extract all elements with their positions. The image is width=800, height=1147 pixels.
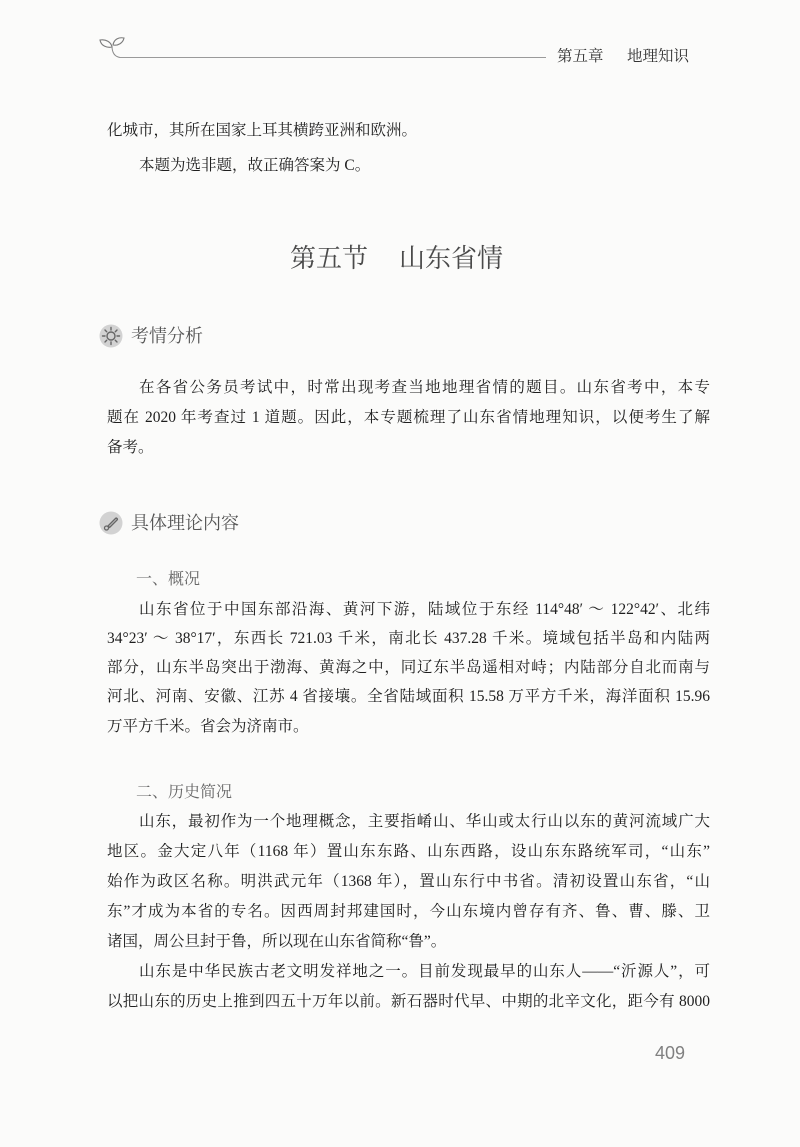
body-line: 山东省位于中国东部沿海、黄河下游，陆域位于东经 114°48′ ～ 122°42′、北纬 <box>139 601 710 618</box>
body-line: 部分，山东半岛突出于渤海、黄海之中，同辽东半岛遥相对峙；内陆部分自北而南与 <box>107 659 710 676</box>
body-line: 东”才成为本省的专名。因西周封邦建国时，今山东境内曾存有齐、鲁、曹、滕、卫 <box>107 903 710 920</box>
page-number: 409 <box>655 1043 686 1063</box>
sprout-right-leaf <box>113 38 124 45</box>
body-line: 河北、河南、安徽、江苏 4 省接壤。全省陆域面积 15.58 万平方千米，海洋面积 15.96 <box>107 688 710 705</box>
body-line: 在各省公务员考试中，时常出现考查当地地理省情的题目。山东省考中，本专 <box>139 379 710 396</box>
body-line: 地区。金大定八年（1168 年）置山东东路、山东西路，设山东东路统军司，“山东” <box>107 843 710 860</box>
subsection-heading: 二、历史简况 <box>136 784 233 801</box>
body-line: 山东，最初作为一个地理概念，主要指崤山、华山或太行山以东的黄河流域广大 <box>139 813 710 830</box>
body-line: 始作为政区名称。明洪武元年（1368 年），置山东行中书省。清初设置山东省，“山 <box>107 873 710 890</box>
subsection-heading: 一、概况 <box>136 571 201 588</box>
body-line: 山东是中华民族古老文明发祥地之一。目前发现最早的山东人——“沂源人”，可 <box>139 963 710 980</box>
body-line: 万平方千米。省会为济南市。 <box>107 718 309 735</box>
chapter-title: 地理知识 <box>627 48 690 65</box>
pen-icon <box>99 511 123 535</box>
body-line: 以把山东的历史上推到四五十万年以前。新石器时代早、中期的北辛文化，距今有 8000 <box>107 993 710 1010</box>
sprout-stem <box>112 46 120 58</box>
body-line: 备考。 <box>107 439 154 456</box>
body-line: 化城市，其所在国家上耳其横跨亚洲和欧洲。 <box>107 122 418 139</box>
chapter-number: 第五章 <box>557 48 604 65</box>
sun-gear-icon <box>99 324 123 348</box>
sprout-left-leaf <box>100 40 112 47</box>
body-line: 诸国，周公旦封于鲁，所以现在山东省简称“鲁”。 <box>107 933 447 950</box>
section-name: 山东省情 <box>399 243 504 273</box>
analysis-heading: 考情分析 <box>131 326 203 346</box>
body-line: 题在 2020 年考查过 1 道题。因此，本专题梳理了山东省情地理知识，以便考生了解 <box>107 409 710 426</box>
header-rule <box>120 57 546 58</box>
body-line: 34°23′ ～ 38°17′，东西长 721.03 千米，南北长 437.28 千米。境域包括半岛和内陆两 <box>107 630 710 647</box>
theory-heading: 具体理论内容 <box>131 513 239 533</box>
body-line: 本题为选非题，故正确答案为 C。 <box>139 157 371 174</box>
section-number: 第五节 <box>290 243 369 273</box>
